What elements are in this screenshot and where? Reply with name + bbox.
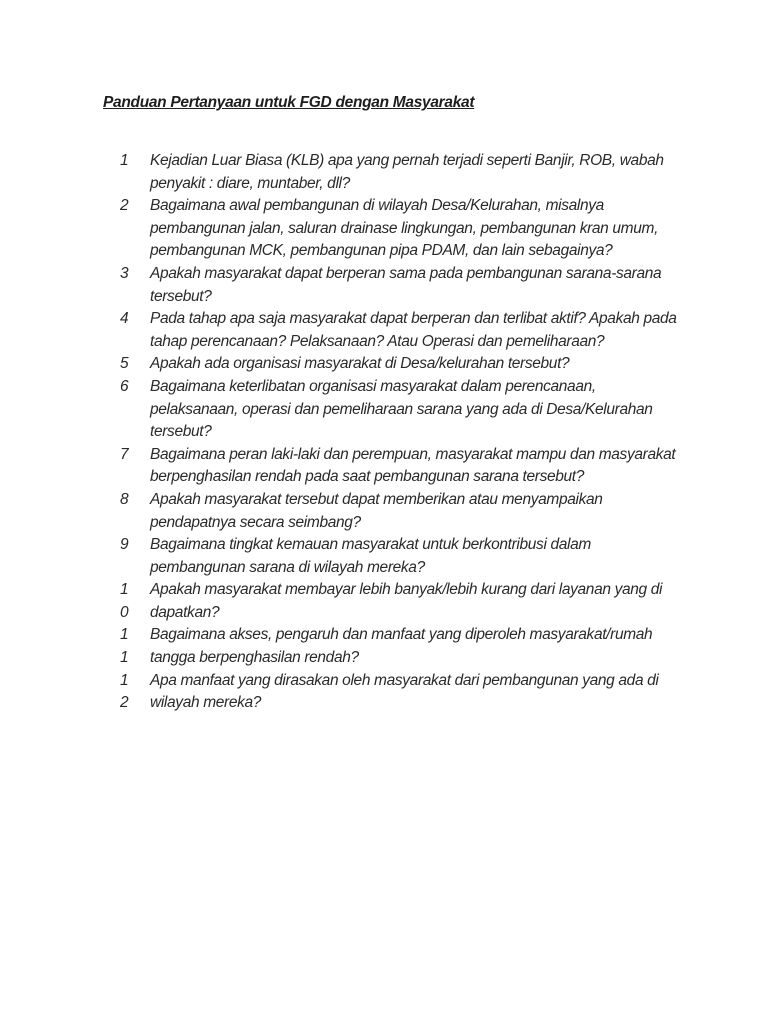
question-text: Kejadian Luar Biasa (KLB) apa yang pernah terjadi seperti Banjir, ROB, wabah penyakit : diare, muntaber, dll? (150, 152, 664, 192)
question-number: 1 2 (120, 671, 129, 712)
question-number: 1 0 (120, 581, 129, 621)
question-number: 1 (120, 152, 129, 169)
question-number: 3 (120, 264, 129, 282)
list-item (118, 624, 678, 669)
list-item (118, 353, 678, 376)
question-text: Bagaimana peran laki-laki dan perempuan, masyarakat mampu dan masyarakat berpenghasilan rendah pada saat pembangunan sarana tersebut? (150, 445, 676, 486)
list-item (118, 489, 678, 534)
question-number: 6 (120, 377, 129, 395)
question-number: 7 (120, 445, 129, 463)
question-number: 8 (120, 490, 129, 508)
list-item (118, 195, 678, 263)
list-item (118, 376, 678, 444)
list-item (118, 579, 678, 624)
document-title: Panduan Pertanyaan untuk FGD dengan Masyarakat (103, 94, 475, 111)
question-text: Pada tahap apa saja masyarakat dapat berperan dan terlibat aktif? Apakah pada tahap perencanaan? Pelaksanaan? Atau Operasi dan pemeliharaan? (150, 310, 677, 350)
question-list (118, 150, 678, 715)
question-text: Apa manfaat yang dirasakan oleh masyarakat dari pembangunan yang ada di wilayah mereka? (150, 671, 659, 712)
question-text: Bagaimana akses, pengaruh dan manfaat yang diperoleh masyarakat/rumah tangga berpenghasilan rendah? (150, 626, 653, 667)
question-text: Bagaimana keterlibatan organisasi masyarakat dalam perencanaan, pelaksanaan, operasi dan pemeliharaan sarana yang ada di Desa/Kelurahan tersebut? (150, 377, 653, 441)
question-number: 9 (120, 536, 129, 554)
question-number: 5 (120, 355, 129, 373)
list-item (118, 263, 678, 308)
question-text: Apakah ada organisasi masyarakat di Desa/kelurahan tersebut? (150, 355, 570, 373)
question-number: 4 (120, 310, 129, 328)
question-text: Bagaimana tingkat kemauan masyarakat untuk berkontribusi dalam pembangunan sarana di wilayah mereka? (150, 536, 591, 576)
list-item (118, 308, 678, 353)
question-number: 1 1 (120, 626, 129, 667)
question-text: Bagaimana awal pembangunan di wilayah Desa/Kelurahan, misalnya pembangunan jalan, saluran drainase lingkungan, pembangunan kran umum, pembangunan MCK, pembangunan pipa PDAM, dan lain sebagainya? (150, 197, 659, 260)
list-item (118, 534, 678, 579)
question-number: 2 (120, 197, 129, 215)
question-text: Apakah masyarakat dapat berperan sama pada pembangunan sarana-sarana tersebut? (150, 264, 662, 305)
list-item (118, 670, 678, 715)
list-item (118, 444, 678, 489)
question-text: Apakah masyarakat tersebut dapat memberikan atau menyampaikan pendapatnya secara seimbang? (150, 490, 603, 531)
question-text: Apakah masyarakat membayar lebih banyak/lebih kurang dari layanan yang di dapatkan? (150, 581, 663, 621)
list-item (118, 150, 678, 195)
